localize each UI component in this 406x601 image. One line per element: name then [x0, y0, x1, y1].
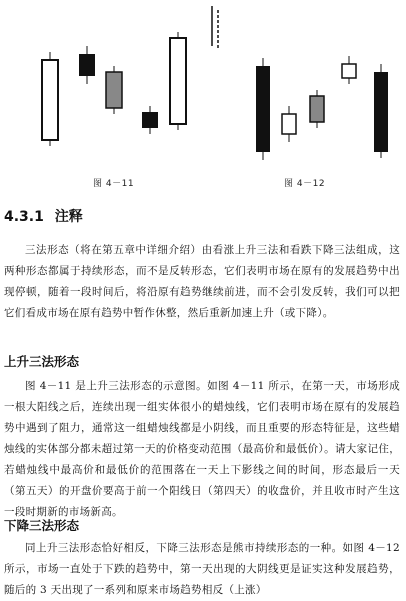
candle-2-body [256, 66, 270, 152]
falling-three-heading: 下降三法形态 [4, 518, 80, 533]
candle-4-body [310, 96, 324, 122]
candle-4-body [142, 112, 158, 128]
candle-3-body [282, 114, 296, 134]
falling-three-paragraph: 同上升三法形态恰好相反，下降三法形态是熊市持续形态的一种。如图 4－12 所示，市场一直处于下跌的趋势中，第一天出现的大阴线更是证实这种发展趋势，随后的 3 天出现了一系列和原来市场趋势相反（上涨） [4, 542, 400, 596]
candle-2-body [79, 54, 95, 76]
rising-three-paragraph: 图 4－11 是上升三法形态的示意图。如图 4－11 所示，在第一天，市场形成一根大阳线之后，连续出现一组实体很小的蜡烛线，它们表明市场在原有的发展趋势中遇到了阻力，通常这一组蜡烛线都是小阴线，而且重要的形态特征是，这些蜡烛线的实体部分都未超过第一天的价格变动范围（最高价和最低价）。请大家记住，若蜡烛线中最高价和最低价的范围落在一天上下影线之间的时间，形态最后一天（第五天）的开盘价要高于前一个阳线日（第四天）的收盘价，并且收市时产生这一段时期新的市场新高。 [4, 380, 400, 518]
candle-3-body [106, 72, 122, 108]
section-heading [4, 206, 83, 226]
candle-5-body [170, 38, 186, 124]
rising-three-heading: 上升三法形态 [4, 354, 80, 369]
candlestick-figures [0, 0, 406, 190]
figure-4-12-caption: 图 4－12 [284, 179, 326, 189]
intro-paragraph: 三法形态（将在第五章中详细介绍）由看涨上升三法和看跌下降三法组成，这两种形态都属于持续形态，而不是反转形态，它们表明市场在原有的发展趋势中出现停顿，随着一段时间后，将沿原有趋势继续前进，而不会引发反转，我们可以把它们看成市场在原有趋势中暂作休整，然后重新加速上升（或下降）。 [4, 244, 400, 319]
figure-4-11-chart [42, 32, 186, 146]
figure-4-12-chart [212, 6, 388, 160]
section-number: 4.3.1 [4, 209, 44, 225]
figure-4-11-caption: 图 4－11 [93, 179, 135, 189]
candle-6-body [374, 72, 388, 152]
candle-1-body [42, 60, 58, 140]
candle-5-body [342, 64, 356, 78]
section-title: 注释 [54, 209, 83, 225]
